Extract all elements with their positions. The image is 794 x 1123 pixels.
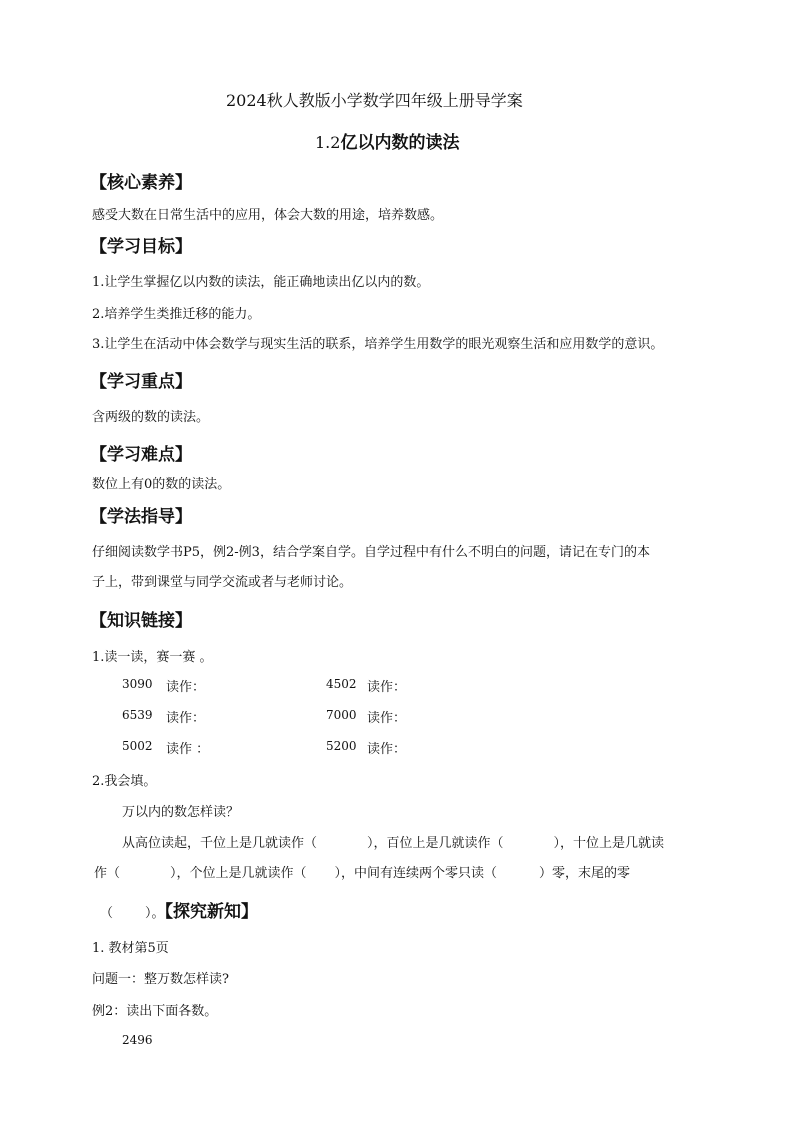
fill-text: ），中间有连续两个零只读（: [334, 866, 498, 881]
subtitle-number: 1.2: [315, 133, 341, 152]
goals-heading: 【学习目标】: [90, 237, 192, 257]
fill-text: ）。: [145, 906, 165, 921]
explore-example-2: 例2：读出下面各数。: [92, 1004, 218, 1019]
read-label: 读作：: [166, 711, 206, 726]
read-number: 5200: [326, 739, 357, 753]
fill-text: ），个位上是几就读作（: [170, 866, 307, 881]
read-label: 读作：: [367, 742, 407, 757]
read-number: 5002: [122, 739, 153, 753]
subtitle-text: 亿以内数的读法: [340, 133, 460, 153]
read-number: 3090: [122, 677, 153, 691]
knowledge-q2: 2.我会填。: [92, 774, 157, 789]
read-number: 7000: [326, 708, 357, 722]
fill-text: 作（: [94, 866, 121, 881]
method-line-2: 子上，带到课堂与同学交流或者与老师讨论。: [92, 575, 353, 590]
knowledge-heading: 【知识链接】: [90, 611, 192, 631]
explore-heading: 【探究新知】: [164, 902, 259, 922]
lesson-subtitle: [315, 128, 459, 153]
fill-line-3: [100, 897, 258, 922]
goal-item-1: 1.让学生掌握亿以内数的读法，能正确地读出亿以内的数。: [92, 275, 430, 290]
fill-text: ），百位上是几就读作（: [367, 836, 504, 851]
knowledge-q1: 1.读一读，赛一赛 。: [92, 650, 213, 665]
key-points-text: 含两级的数的读法。: [92, 410, 210, 425]
method-line-1: 仔细阅读数学书P5，例2-例3，结合学案自学。自学过程中有什么不明白的问题，请记在专门的本: [92, 545, 650, 560]
fill-text: 从高位读起，千位上是几就读作（: [122, 836, 318, 851]
core-text: 感受大数在日常生活中的应用，体会大数的用途，培养数感。: [92, 208, 444, 223]
read-label: 读作：: [367, 680, 407, 695]
read-label: 读作：: [367, 711, 407, 726]
fill-text: ），十位上是几就读: [553, 836, 665, 851]
example-number: 2496: [122, 1033, 153, 1047]
read-number: 6539: [122, 708, 153, 722]
goal-item-2: 2.培养学生类推迁移的能力。: [92, 307, 261, 322]
method-heading: 【学法指导】: [90, 507, 192, 527]
fill-line-2: [94, 862, 630, 881]
explore-question-1: 问题一：整万数怎样读?: [92, 972, 229, 987]
difficulties-heading: 【学习难点】: [90, 445, 192, 465]
read-number: 4502: [326, 677, 357, 691]
knowledge-q2-question: 万以内的数怎样读？: [122, 805, 240, 820]
read-label: 读作 ：: [166, 742, 210, 757]
goal-item-3: 3.让学生在活动中体会数学与现实生活的联系，培养学生用数学的眼光观察生活和应用数学的意识。: [92, 337, 664, 352]
fill-text: （: [100, 906, 114, 921]
read-label: 读作：: [166, 680, 206, 695]
fill-line-1: [122, 832, 664, 851]
fill-text: ）零，末尾的零: [539, 866, 631, 881]
document-title: 2024秋人教版小学数学四年级上册导学案: [226, 91, 523, 110]
explore-item-1: 1. 教材第5页: [92, 941, 169, 956]
key-points-heading: 【学习重点】: [90, 372, 192, 392]
core-heading: 【核心素养】: [90, 173, 192, 193]
difficulties-text: 数位上有0的数的读法。: [92, 477, 231, 492]
